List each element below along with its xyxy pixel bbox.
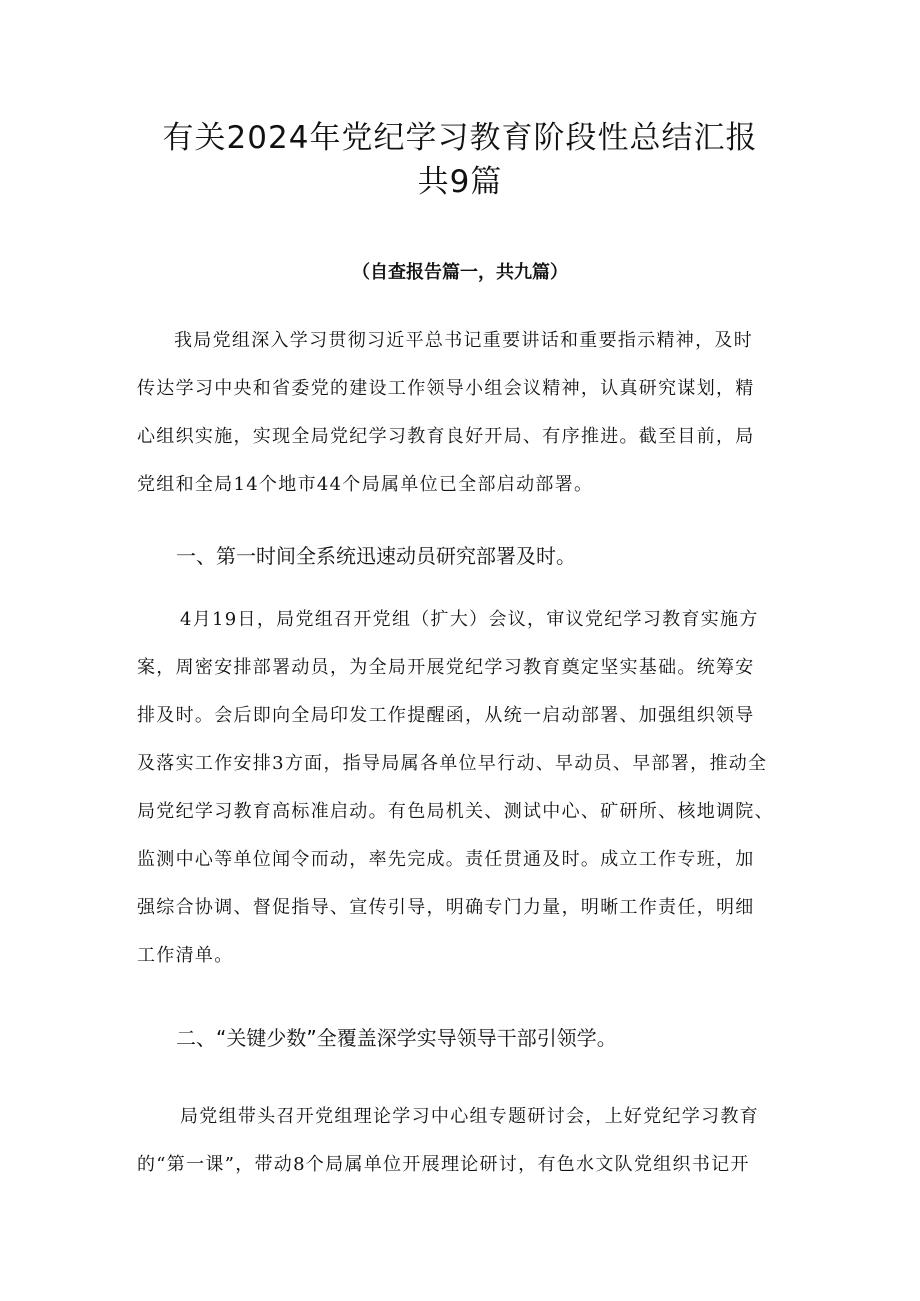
document-title-line1: 有关2024年党纪学习教育阶段性总结汇报 xyxy=(162,120,758,156)
paragraph2-line: 排及时。会后即向全局印发工作提醒函，从统一启动部署、加强组织领导 xyxy=(137,705,755,726)
paragraph3-line: 的“第一课”，带动8个局属单位开展理论研讨，有色水文队党组织书记开 xyxy=(137,1154,750,1175)
paragraph2-line: 案，周密安排部署动员，为全局开展党纪学习教育奠定坚实基础。统筹安 xyxy=(137,657,755,678)
section-heading-1: 一、第一时间全系统迅速动员研究部署及时。 xyxy=(176,544,576,568)
paragraph2-line: 及落实工作安排3方面，指导局属各单位早行动、早动员、早部署，推动全 xyxy=(137,753,768,774)
paragraph1-line: 传达学习中央和省委党的建设工作领导小组会议精神，认真研究谋划，精 xyxy=(137,378,755,399)
paragraph3-line: 局党组带头召开党组理论学习中心组专题研讨会，上好党纪学习教育 xyxy=(180,1106,759,1127)
paragraph2-line: 4月19日，局党组召开党组（扩大）会议，审议党纪学习教育实施方 xyxy=(180,609,759,630)
paragraph2-line: 监测中心等单位闻令而动，率先完成。责任贯通及时。成立工作专班，加 xyxy=(137,849,755,870)
document-subtitle: （自查报告篇一，共九篇） xyxy=(352,262,568,283)
paragraph1-line: 我局党组深入学习贯彻习近平总书记重要讲话和重要指示精神，及时 xyxy=(174,330,753,351)
paragraph1-line: 心组织实施，实现全局党纪学习教育良好开局、有序推进。截至目前，局 xyxy=(137,426,755,447)
document-title-line2: 共9篇 xyxy=(417,164,503,200)
paragraph1-line: 党组和全局14个地市44个局属单位已全部启动部署。 xyxy=(137,474,594,495)
paragraph2-line: 强综合协调、督促指导、宣传引导，明确专门力量，明晰工作责任，明细 xyxy=(137,897,755,918)
paragraph2-line: 局党纪学习教育高标准启动。有色局机关、测试中心、矿研所、核地调院、 xyxy=(137,801,774,822)
section-heading-2: 二、“关键少数”全覆盖深学实导领导干部引领学。 xyxy=(176,1026,617,1050)
paragraph2-line: 工作清单。 xyxy=(137,945,234,966)
